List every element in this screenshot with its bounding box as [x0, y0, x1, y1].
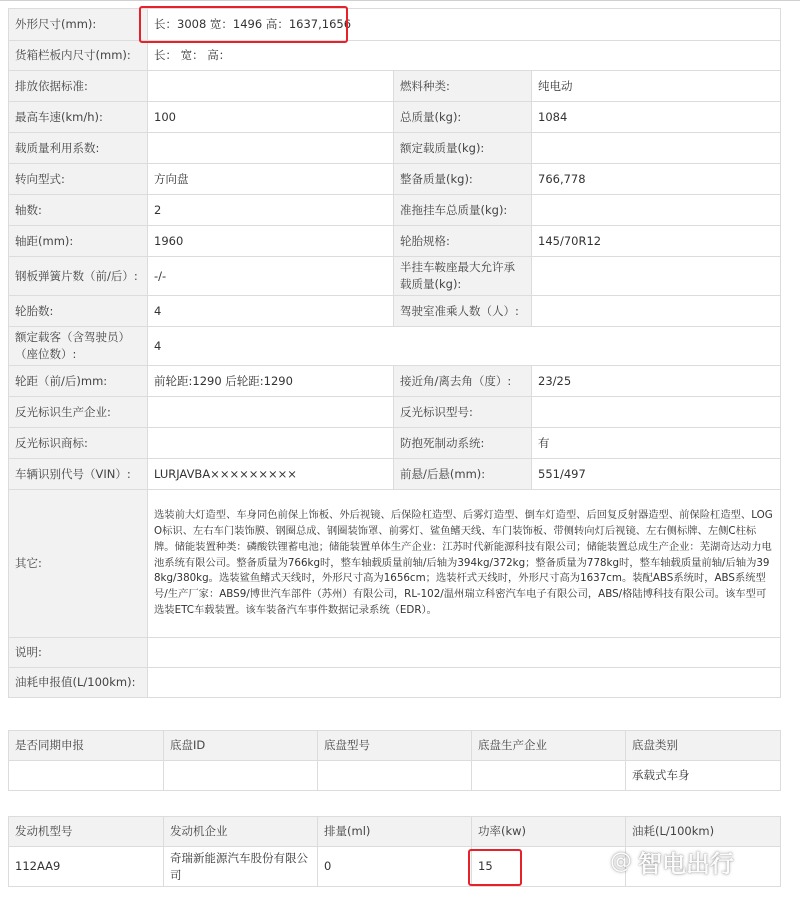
wheelbase-label: 轴距(mm): [9, 226, 148, 257]
track-label: 轮距（前/后)mm: [9, 366, 148, 397]
reflector-brand-value [148, 428, 394, 459]
dims-value: 长：3008 宽：1496 高：1637,1656 [148, 9, 781, 41]
rated-passengers-value: 4 [148, 327, 781, 366]
total-mass-value: 1084 [532, 102, 781, 133]
spec-row-cargo [9, 41, 781, 71]
spec-row [9, 257, 781, 296]
spec-row [9, 638, 781, 668]
spec-row [9, 226, 781, 257]
watermark-text: 智电出行 [638, 849, 734, 878]
axles-label: 轴数: [9, 195, 148, 226]
reflector-brand-label: 反光标识商标: [9, 428, 148, 459]
approach-departure-label: 接近角/离去角（度）: [394, 366, 532, 397]
reflector-maker-label: 反光标识生产企业: [9, 397, 148, 428]
cargo-dims-label: 货箱栏板内尺寸(mm): [9, 41, 148, 71]
max-speed-value: 100 [148, 102, 394, 133]
spec-row [9, 71, 781, 102]
spec-row [9, 102, 781, 133]
column-header: 排量(ml) [318, 817, 472, 847]
top-divider [0, 0, 800, 1]
trailer-mass-label: 准拖挂车总质量(kg): [394, 195, 532, 226]
table-cell: 承载式车身 [626, 761, 781, 791]
rated-load-value [532, 133, 781, 164]
table-cell [9, 761, 164, 791]
spec-row [9, 428, 781, 459]
column-header: 底盘型号 [318, 731, 472, 761]
spec-row-dimensions [9, 9, 781, 41]
abs-label: 防抱死制动系统: [394, 428, 532, 459]
max-speed-label: 最高车速(km/h): [9, 102, 148, 133]
spec-row [9, 195, 781, 226]
table-header-row [9, 731, 781, 761]
curb-mass-value: 766,778 [532, 164, 781, 195]
table-cell [472, 761, 626, 791]
brand-watermark [610, 842, 734, 880]
vin-label: 车辆识别代号（VIN）: [9, 459, 148, 490]
column-header: 底盘生产企业 [472, 731, 626, 761]
leaf-springs-label: 钢板弹簧片数（前/后）: [9, 257, 148, 296]
track-value: 前轮距:1290 后轮距:1290 [148, 366, 394, 397]
steering-value: 方向盘 [148, 164, 394, 195]
axles-value: 2 [148, 195, 394, 226]
steering-label: 转向型式: [9, 164, 148, 195]
approach-departure-value: 23/25 [532, 366, 781, 397]
overhang-value: 551/497 [532, 459, 781, 490]
cargo-dims-value: 长： 宽： 高： [148, 41, 781, 71]
vin-value: LURJAVBA××××××××× [148, 459, 394, 490]
tire-spec-label: 轮胎规格: [394, 226, 532, 257]
wheelbase-value: 1960 [148, 226, 394, 257]
spec-row [9, 164, 781, 195]
reflector-model-value [532, 397, 781, 428]
column-header: 功率(kw) [472, 817, 626, 847]
spec-row [9, 459, 781, 490]
table-cell [164, 761, 318, 791]
column-header: 油耗(L/100km) [626, 817, 781, 847]
spec-row [9, 668, 781, 698]
saddle-load-value [532, 257, 781, 296]
rated-passengers-label: 额定载客（含驾驶员）（座位数）: [9, 327, 148, 366]
reflector-model-label: 反光标识型号: [394, 397, 532, 428]
spec-row [9, 397, 781, 428]
abs-value: 有 [532, 428, 781, 459]
fuel-consumption-value [148, 668, 781, 698]
dims-label: 外形尺寸(mm): [9, 9, 148, 41]
load-factor-label: 载质量利用系数: [9, 133, 148, 164]
cab-seats-label: 驾驶室准乘人数（人）: [394, 296, 532, 327]
chassis-table [8, 730, 781, 791]
engine-maker-cell: 奇瑞新能源汽车股份有限公司 [164, 847, 318, 887]
tires-value: 4 [148, 296, 394, 327]
leaf-springs-value: -/- [148, 257, 394, 296]
total-mass-label: 总质量(kg): [394, 102, 532, 133]
reflector-maker-value [148, 397, 394, 428]
other-value: 选装前大灯造型、车身同色前保上饰板、外后视镜、后保险杠造型、后雾灯造型、倒车灯造型、后回复反射器造型、前保险杠造型、LOGO标识、左右车门装饰膜、钢圈总成、钢圈装饰罩、前雾灯、鲨鱼鳍天线、车门装饰板、带侧转向灯后视镜、左右侧标牌、左侧C柱标牌。储能装置种类：磷酸铁锂蓄电池；储能装置单体生产企业：江苏时代新能源科技有限公司；储能装置总成生产企业：芜湖奇达动力电池系统有限公司。整备质量为766kg时，整车轴载质量前轴/后轴为394kg/372kg；整备质量为778kg时，整车轴载质量前轴/后轴为398kg/380kg。选装鲨鱼鳍式天线时，外形尺寸高为1656cm；选装杆式天线时，外形尺寸高为1637cm。装配ABS系统时，ABS系统型号/生产厂家：ABS9/博世汽车部件（苏州）有限公司，RL-102/温州瑞立科密汽车电子有限公司，ABS/格陆博科技有限公司。该车型可选装ETC车载装置。该车装备汽车事件数据记录系统（EDR）。 [148, 490, 781, 638]
notes-label: 说明: [9, 638, 148, 668]
spec-row [9, 327, 781, 366]
spec-row [9, 133, 781, 164]
tire-spec-value: 145/70R12 [532, 226, 781, 257]
tires-label: 轮胎数: [9, 296, 148, 327]
power-highlight-box [468, 849, 522, 886]
fuel-consumption-label: 油耗申报值(L/100km): [9, 668, 148, 698]
curb-mass-label: 整备质量(kg): [394, 164, 532, 195]
fuel-type-value: 纯电动 [532, 71, 781, 102]
column-header: 发动机企业 [164, 817, 318, 847]
spec-table [8, 8, 781, 698]
trailer-mass-value [532, 195, 781, 226]
table-cell [318, 761, 472, 791]
spec-row-other [9, 490, 781, 638]
power-cell: 15 [472, 847, 626, 887]
cab-seats-value [532, 296, 781, 327]
spec-row [9, 366, 781, 397]
emission-std-value [148, 71, 394, 102]
rated-load-label: 额定载质量(kg): [394, 133, 532, 164]
engine-model-cell: 112AA9 [9, 847, 164, 887]
column-header: 底盘类别 [626, 731, 781, 761]
fuel-type-label: 燃料种类: [394, 71, 532, 102]
overhang-label: 前悬/后悬(mm): [394, 459, 532, 490]
column-header: 是否同期申报 [9, 731, 164, 761]
column-header: 发动机型号 [9, 817, 164, 847]
emission-std-label: 排放依据标准: [9, 71, 148, 102]
notes-value [148, 638, 781, 668]
column-header: 底盘ID [164, 731, 318, 761]
load-factor-value [148, 133, 394, 164]
saddle-load-label: 半挂车鞍座最大允许承载质量(kg): [394, 257, 532, 296]
other-label: 其它: [9, 490, 148, 638]
displacement-cell: 0 [318, 847, 472, 887]
spec-row [9, 296, 781, 327]
dimensions-highlight-box [139, 6, 348, 43]
at-logo-icon: @ [610, 848, 632, 874]
table-row [9, 761, 781, 791]
